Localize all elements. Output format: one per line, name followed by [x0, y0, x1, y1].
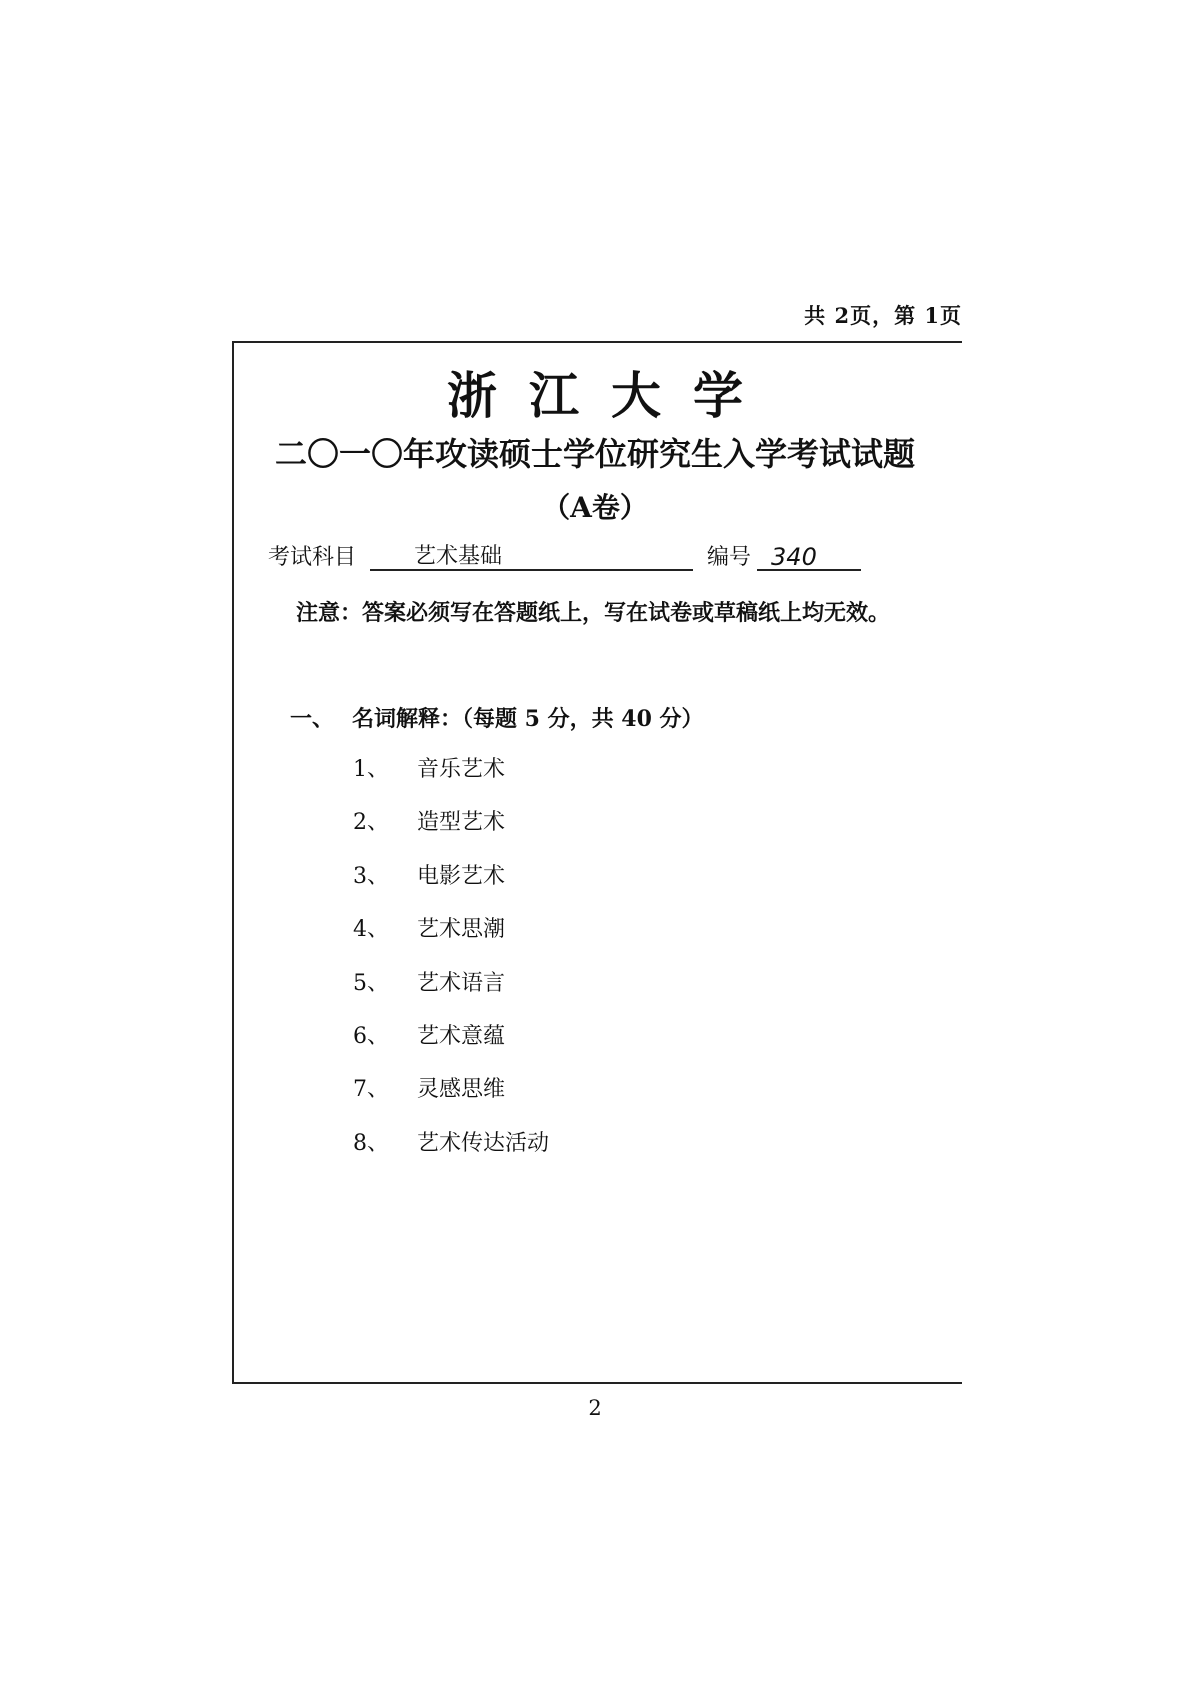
question-number: 7、 — [353, 1077, 389, 1103]
paper-version: （A卷） — [542, 491, 648, 524]
code-value: 340 — [757, 543, 861, 571]
question-text: 音乐艺术 — [417, 757, 506, 782]
subject-value: 艺术基础 — [370, 543, 693, 571]
question-text: 灵感思维 — [417, 1077, 506, 1103]
question-text: 艺术传达活动 — [417, 1130, 550, 1156]
question-number: 6、 — [353, 1023, 389, 1049]
question-item — [353, 805, 549, 858]
subject-label: 考试科目 — [268, 545, 357, 570]
subject-line — [268, 540, 861, 571]
question-number: 1、 — [353, 757, 389, 782]
question-item — [353, 966, 549, 1019]
page-counter: 共 2页，第 1页 — [804, 303, 962, 328]
question-text: 艺术意蕴 — [417, 1023, 506, 1049]
question-text: 艺术思潮 — [417, 917, 506, 943]
question-item — [353, 1072, 549, 1125]
question-number: 2、 — [353, 810, 389, 836]
notice-text: 注意：答案必须写在答题纸上，写在试卷或草稿纸上均无效。 — [296, 600, 891, 626]
exam-title: 二〇一〇年攻读硕士学位研究生入学考试试题 — [274, 435, 915, 473]
question-text: 艺术语言 — [417, 970, 506, 996]
question-number: 3、 — [353, 863, 389, 889]
question-number: 8、 — [353, 1130, 389, 1156]
question-item — [353, 1126, 549, 1179]
question-text: 电影艺术 — [417, 863, 506, 889]
question-list — [353, 752, 549, 1179]
question-text: 造型艺术 — [417, 810, 506, 836]
code-label: 编号 — [707, 545, 752, 570]
question-item — [353, 752, 549, 805]
section-heading — [290, 702, 704, 733]
question-item — [353, 1019, 549, 1072]
section-number: 一、 — [290, 706, 335, 732]
university-name: 浙江大学 — [447, 366, 775, 425]
page-number: 2 — [588, 1396, 602, 1420]
question-item — [353, 859, 549, 912]
section-title: 名词解释：（每题 5 分，共 40 分） — [352, 706, 704, 732]
question-item — [353, 912, 549, 965]
question-number: 4、 — [353, 917, 389, 943]
question-number: 5、 — [353, 970, 389, 996]
